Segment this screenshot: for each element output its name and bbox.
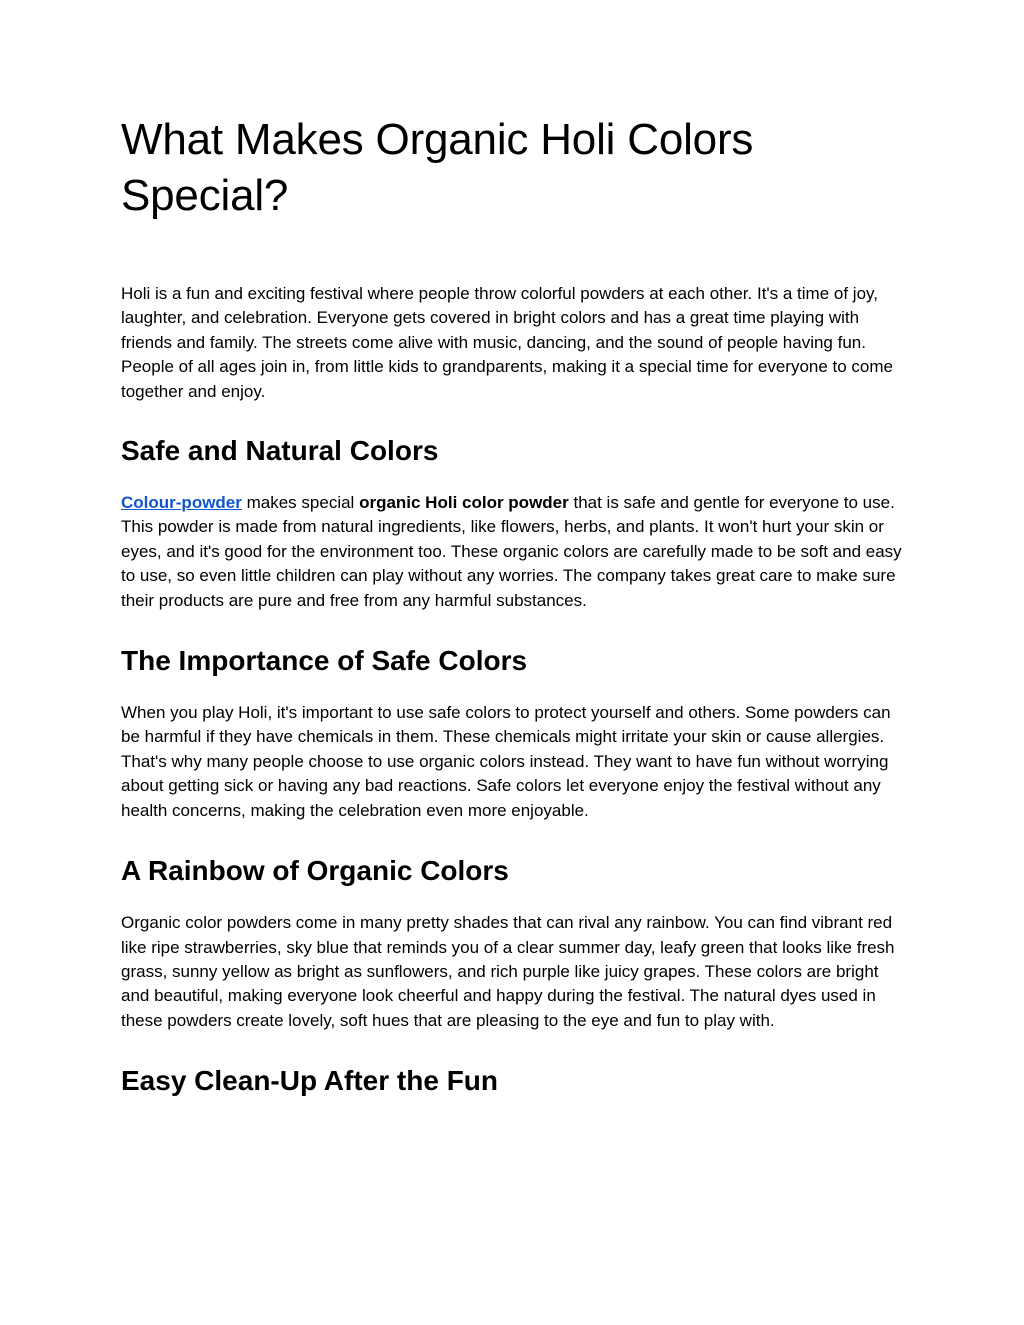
paragraph-text: makes special (241, 493, 360, 513)
section-heading-importance: The Importance of Safe Colors (121, 645, 528, 677)
section-heading-safe-natural: Safe and Natural Colors (121, 435, 439, 467)
section-paragraph-importance: When you play Holi, it's important to use safe colors to protect yourself and others. Some powders can be harmful if they have chemicals in them. These chemicals might irritate your skin or cause allergies. That's why many people choose to use organic colors instead. They want to have fun without worrying about getting sick or having any bad reactions. Safe colors let everyone enjoy the festival without any health concerns, making the celebration even more enjoyable. (121, 703, 891, 820)
section-paragraph-safe-natural (121, 491, 911, 613)
colour-powder-link[interactable]: Colour-powder (121, 493, 242, 513)
section-heading-rainbow: A Rainbow of Organic Colors (121, 855, 509, 887)
paragraph-text: that is safe and gentle for everyone to use. This powder is made from natural ingredients, like flowers, herbs, and plants. It won't hurt your skin or eyes, and it's good for the environment too. These organic colors are carefully made to be soft and easy to use, so even little children can play without any worries. The company takes great care to make sure their products are pure and free from any harmful substances. (121, 493, 902, 610)
section-paragraph-rainbow: Organic color powders come in many pretty shades that can rival any rainbow. You can find vibrant red like ripe strawberries, sky blue that reminds you of a clear summer day, leafy green that looks like fresh grass, sunny yellow as bright as sunflowers, and rich purple like juicy grapes. These colors are bright and beautiful, making everyone look cheerful and happy during the festival. The natural dyes used in these powders create lovely, soft hues that are pleasing to the eye and fun to play with. (121, 913, 895, 1030)
bold-product-text: organic Holi color powder (359, 493, 569, 513)
page-title: What Makes Organic Holi Colors Special? (121, 115, 754, 220)
intro-paragraph: Holi is a fun and exciting festival where people throw colorful powders at each other. It's a time of joy, laughter, and celebration. Everyone gets covered in bright colors and has a great time playing with friends and family. The streets come alive with music, dancing, and the sound of people having fun. People of all ages join in, from little kids to grandparents, making it a special time for everyone to come together and enjoy. (121, 284, 893, 401)
section-heading-clean-up: Easy Clean-Up After the Fun (121, 1065, 499, 1097)
document-page (121, 112, 911, 1098)
